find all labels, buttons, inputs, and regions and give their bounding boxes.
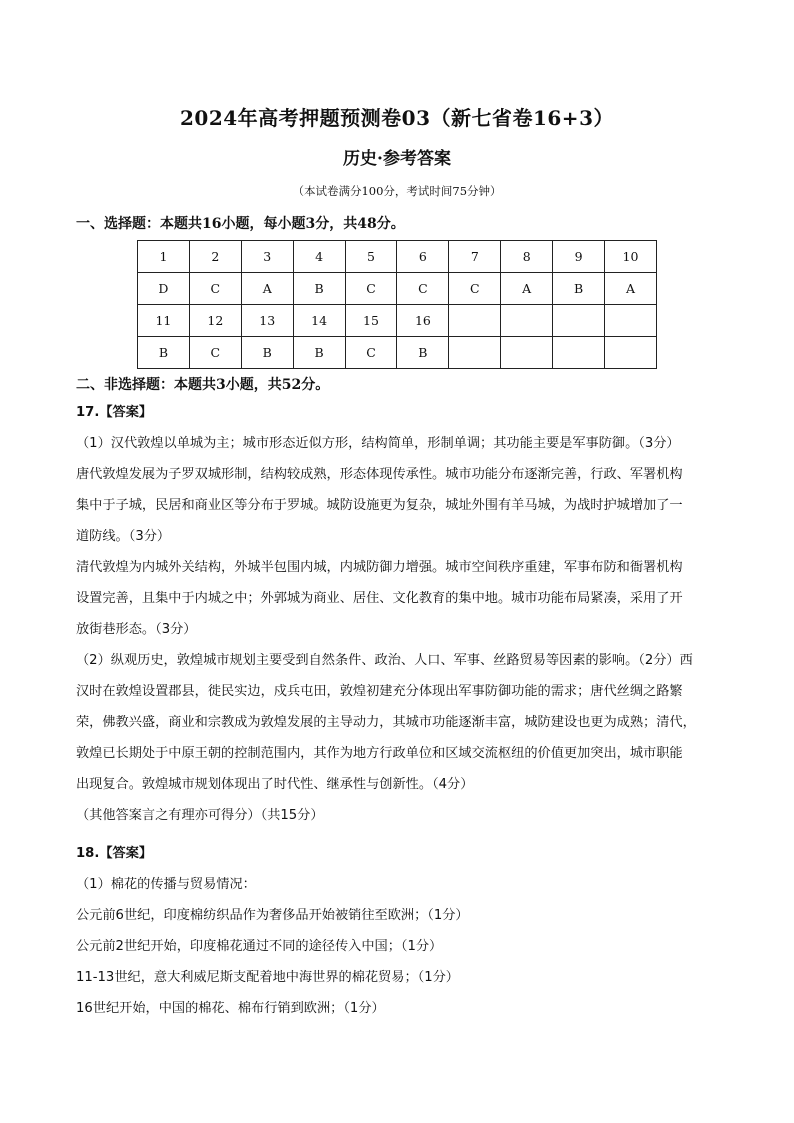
q17-line: 集中于子城，民居和商业区等分布于罗城。城防设施更为复杂，城址外围有羊马城，为战时护城增加了一: [76, 498, 683, 513]
q18-line: 16世纪开始，中国的棉花、棉布行销到欧洲；（1分）: [76, 1001, 385, 1016]
table-cell: [449, 337, 501, 369]
q17-line: （1）汉代敦煌以单城为主；城市形态近似方形，结构简单，形制单调；其功能主要是军事防御。（3分）: [76, 436, 680, 451]
table-cell: 7: [449, 241, 501, 273]
table-cell: B: [293, 273, 345, 305]
table-cell: [553, 337, 605, 369]
table-cell: 9: [553, 241, 605, 273]
table-cell: A: [241, 273, 293, 305]
table-row-numbers-2: [138, 305, 657, 337]
table-cell: 14: [293, 305, 345, 337]
q17-line: 清代敦煌为内城外关结构，外城半包围内城，内城防御力增强。城市空间秩序重建，军事布防和衙署机构: [76, 560, 683, 575]
table-cell: A: [501, 273, 553, 305]
table-cell: [501, 305, 553, 337]
table-cell: B: [293, 337, 345, 369]
table-row-answers-1: [138, 273, 657, 305]
table-cell: 13: [241, 305, 293, 337]
q17-line: 敦煌已长期处于中原王朝的控制范围内，其作为地方行政单位和区域交流枢纽的价值更加突出，城市职能: [76, 746, 683, 761]
table-cell: B: [397, 337, 449, 369]
table-cell: 4: [293, 241, 345, 273]
q18-block: [76, 838, 726, 1024]
q17-line: 设置完善，且集中于内城之中；外郭城为商业、居住、文化教育的集中地。城市功能布局紧凑，采用了开: [76, 591, 683, 606]
table-cell: [605, 305, 657, 337]
table-cell: C: [189, 337, 241, 369]
table-cell: C: [449, 273, 501, 305]
table-cell: C: [345, 273, 397, 305]
q17-block: [76, 397, 726, 831]
table-cell: C: [189, 273, 241, 305]
exam-note: （本试卷满分100分，考试时间75分钟）: [292, 184, 502, 198]
q18-line: 公元前2世纪开始，印度棉花通过不同的途径传入中国；（1分）: [76, 939, 443, 954]
table-cell: C: [345, 337, 397, 369]
q17-line: 汉时在敦煌设置郡县，徙民实边，戍兵屯田，敦煌初建充分体现出军事防御功能的需求；唐代丝绸之路繁: [76, 684, 683, 699]
q18-line: （1）棉花的传播与贸易情况：: [76, 877, 256, 892]
table-cell: B: [553, 273, 605, 305]
table-cell: C: [397, 273, 449, 305]
table-cell: [449, 305, 501, 337]
table-cell: 5: [345, 241, 397, 273]
table-cell: B: [138, 337, 190, 369]
table-cell: 16: [397, 305, 449, 337]
table-cell: 3: [241, 241, 293, 273]
q17-line: 出现复合。敦煌城市规划体现出了时代性、继承性与创新性。（4分）: [76, 777, 474, 792]
table-cell: 6: [397, 241, 449, 273]
table-cell: A: [605, 273, 657, 305]
q17-line: （其他答案言之有理亦可得分）（共15分）: [76, 808, 324, 823]
table-cell: 15: [345, 305, 397, 337]
q18-line: 11-13世纪，意大利威尼斯支配着地中海世界的棉花贸易；（1分）: [76, 970, 459, 985]
table-cell: B: [241, 337, 293, 369]
page-subtitle: 历史·参考答案: [343, 149, 451, 169]
q17-line: 荣，佛教兴盛，商业和宗教成为敦煌发展的主导动力，其城市功能逐渐丰富，城防建设也更为成熟；清代，: [76, 715, 696, 730]
table-cell: 2: [189, 241, 241, 273]
q18-line: 公元前6世纪，印度棉纺织品作为奢侈品开始被销往至欧洲；（1分）: [76, 908, 469, 923]
section-heading-choice: 一、选择题：本题共16小题，每小题3分，共48分。: [76, 216, 405, 232]
table-cell: [501, 337, 553, 369]
table-cell: 1: [138, 241, 190, 273]
table-cell: 12: [189, 305, 241, 337]
table-cell: 8: [501, 241, 553, 273]
q18-label: 18.【答案】: [76, 846, 153, 861]
table-row-numbers-1: [138, 241, 657, 273]
table-row-answers-2: [138, 337, 657, 369]
table-cell: [553, 305, 605, 337]
q17-line: 唐代敦煌发展为子罗双城形制，结构较成熟，形态体现传承性。城市功能分布逐渐完善，行政、军署机构: [76, 467, 683, 482]
q17-line: 放街巷形态。（3分）: [76, 622, 197, 637]
table-cell: D: [138, 273, 190, 305]
page-title: 2024年高考押题预测卷03（新七省卷16+3）: [179, 106, 614, 130]
table-cell: 10: [605, 241, 657, 273]
q17-line: （2）纵观历史，敦煌城市规划主要受到自然条件、政治、人口、军事、丝路贸易等因素的影响。（2分）西: [76, 653, 693, 668]
table-cell: [605, 337, 657, 369]
q17-label: 17.【答案】: [76, 405, 153, 420]
table-cell: 11: [138, 305, 190, 337]
answer-table: [137, 240, 657, 369]
section-heading-nonchoice: 二、非选择题：本题共3小题，共52分。: [76, 377, 330, 393]
q17-line: 道防线。（3分）: [76, 529, 171, 544]
